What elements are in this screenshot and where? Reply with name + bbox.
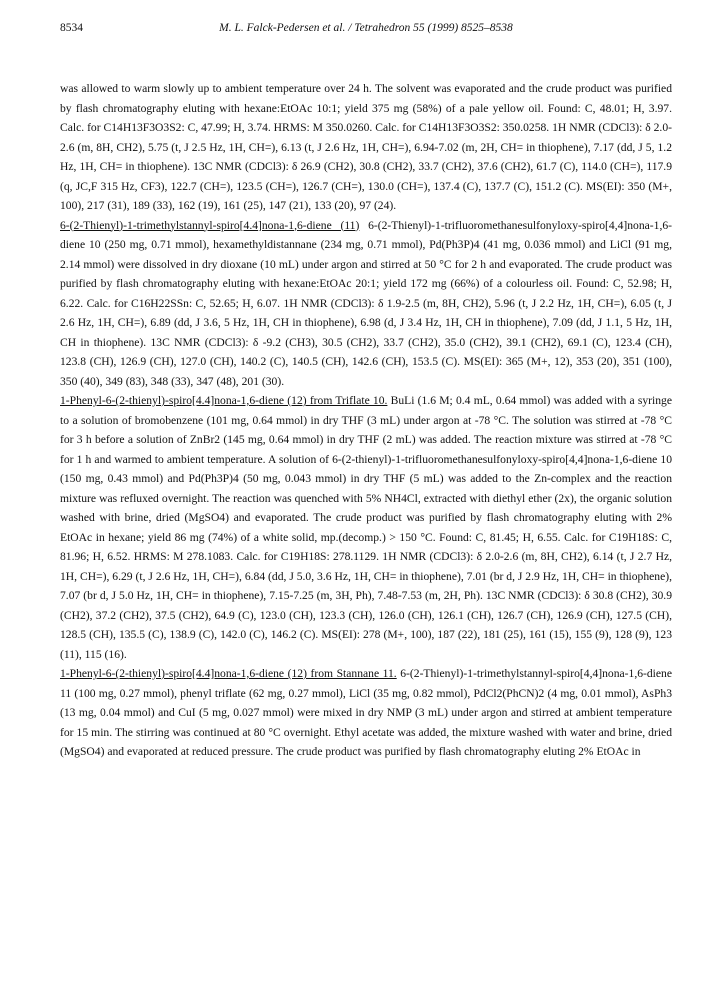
paragraph-text: 6-(2-Thienyl)-1-trifluoromethanesulfonyloxy-spiro[4,4]nona-1,6-diene 10 (250 mg, 0.71 mmol), hexamethyldistannane (234 mg, 0.71 mmol), Pd(Ph3P)4 (41 mg, 0.036 mmol) and LiCl (91 mg, 2.14 mmol) were dissolved in dry dioxane (10 mL) under argon and stirred at 50 °C for 2 h and evaporated. The crude product was purified by flash chromatography eluting with hexane:EtOAc 20:1; yield 172 mg (66%) of a colourless oil. Found: C, 52.98; H, 6.22. Calc. for C16H22SSn: C, 52.65; H, 6.07. 1H NMR (CDCl3): δ 1.9-2.5 (m, 8H, CH2), 5.96 (t, J 2.2 Hz, 1H, CH=), 6.05 (t, J 2.6 Hz, 1H, CH=), 6.89 (dd, J 3.6, 5 Hz, 1H, CH in thiophene), 6.98 (d, J 3.4 Hz, 1H, CH in thiophene), 7.09 (dd, J 1.1, 5 Hz, 1H, CH in thiophene). 13C NMR (CDCl3): δ -9.2 (CH3), 30.5 (CH2), 33.7 (CH2), 35.0 (CH2), 39.1 (CH2), 69.1 (C), 123.4 (CH), 123.8 (CH), 126.9 (CH), 127.0 (CH), 140.2 (C), 140.5 (CH), 142.6 (CH), 153.5 (C). MS(EI): 365 (M+, 12), 353 (20), 351 (100), 350 (40), 349 (83), 348 (33), 347 (48), 201 (30). bbox=[60, 218, 672, 388]
paragraph-heading: 1-Phenyl-6-(2-thienyl)-spiro[4.4]nona-1,6-diene (12) from Triflate 10. bbox=[60, 394, 388, 407]
running-head: M. L. Falck-Pedersen et al. / Tetrahedron 55 (1999) 8525–8538 bbox=[219, 22, 513, 34]
body-text bbox=[60, 79, 672, 762]
paragraph-heading: 1-Phenyl-6-(2-thienyl)-spiro[4.4]nona-1,6-diene (12) from Stannane 11. bbox=[60, 667, 397, 680]
paragraph-triflate-workup bbox=[60, 79, 672, 216]
paragraph-compound-12-from-stannane bbox=[60, 664, 672, 762]
paragraph-compound-12-from-triflate bbox=[60, 391, 672, 664]
paragraph-text: 6-(2-Thienyl)-1-trimethylstannyl-spiro[4,4]nona-1,6-diene 11 (100 mg, 0.27 mmol), phenyl triflate (62 mg, 0.27 mmol), LiCl (35 mg, 0.82 mmol), PdCl2(PhCN)2 (4 mg, 0.01 mmol), AsPh3 (13 mg, 0.04 mmol) and CuI (5 mg, 0.027 mmol) were mixed in dry NMP (3 mL) under argon and stirred at ambient temperature for 15 min. The stirring was continued at 80 °C overnight. Ethyl acetate was added, the mixture washed with water and brine, dried (MgSO4) and evaporated at reduced pressure. The crude product was purified by flash chromatography eluting 2% EtOAc in bbox=[60, 667, 672, 758]
page-header bbox=[60, 22, 672, 38]
paragraph-text: was allowed to warm slowly up to ambient temperature over 24 h. The solvent was evaporated and the crude product was purified by flash chromatography eluting with hexane:EtOAc 10:1; yield 375 mg (58%) of a pale yellow oil. Found: C, 48.01; H, 3.97. Calc. for C14H13F3O3S2: C, 47.99; H, 3.74. HRMS: M 350.0260. Calc. for C14H13F3O3S2: 350.0258. 1H NMR (CDCl3): δ 2.0-2.6 (m, 8H, CH2), 5.75 (t, J 2.5 Hz, 1H, CH=), 6.13 (t, J 2.6 Hz, 1H, CH=), 6.94-7.02 (m, 2H, CH= in thiophene), 7.17 (dd, J 5, 1.2 Hz, 1H, CH= in thiophene). 13C NMR (CDCl3): δ 26.9 (CH2), 30.8 (CH2), 33.7 (CH2), 37.6 (CH2), 61.7 (C), 114.0 (CH=), 117.9 (q, JC,F 315 Hz, CF3), 122.7 (CH=), 123.5 (CH=), 126.7 (CH=), 130.0 (CH=), 137.4 (C), 137.7 (C), 151.2 (C). MS(EI): 350 (M+, 100), 217 (31), 189 (33), 162 (19), 161 (25), 147 (21), 133 (20), 97 (24). bbox=[60, 82, 672, 212]
paragraph-heading: 6-(2-Thienyl)-1-trimethylstannyl-spiro[4.4]nona-1,6-diene (11) bbox=[60, 218, 360, 232]
page-number: 8534 bbox=[60, 22, 83, 34]
paragraph-stannane-11 bbox=[60, 216, 672, 392]
paragraph-text: BuLi (1.6 M; 0.4 mL, 0.64 mmol) was added with a syringe to a solution of bromobenzene (101 mg, 0.64 mmol) in dry THF (3 mL) under argon at -78 °C. The solution was stirred at -78 °C for 3 h before a solution of ZnBr2 (145 mg, 0.64 mmol) in dry THF (2 mL) was added. The reaction mixture was stirred at -78 °C for 1 h and warmed to ambient temperature. A solution of 6-(2-thienyl)-1-trifluoromethanesulfonyloxy-spiro[4,4]nona-1,6-diene 10 (150 mg, 0.43 mmol) and Pd(Ph3P)4 (50 mg, 0.043 mmol) in dry THF (5 mL) was added to the Zn-complex and the reaction mixture was refluxed overnight. The reaction was quenched with 5% NH4Cl, extracted with diethyl ether (2x), the organic solution washed with brine, dried (MgSO4) and evaporated. The crude product was purified by flash chromatography eluting with 2% EtOAc in hexane; yield 86 mg (74%) of a white solid, mp.(decomp.) > 150 °C. Found: C, 81.45; H, 6.55. Calc. for C19H18S: C, 81.96; H, 6.52. HRMS: M 278.1083. Calc. for C19H18S: 278.1129. 1H NMR (CDCl3): δ 2.0-2.6 (m, 8H, CH2), 6.14 (t, J 2.7 Hz, 1H, CH=), 6.29 (t, J 2.6 Hz, 1H, CH=), 6.84 (dd, J 5.0, 3.6 Hz, 1H, CH= in thiophene), 7.01 (br d, J 2.9 Hz, 1H, CH= in thiophene), 7.07 (br d, J 5.0 Hz, 1H, CH= in thiophene), 7.15-7.25 (m, 3H, Ph), 7.48-7.53 (m, 2H, Ph). 13C NMR (CDCl3): δ 30.8 (CH2), 30.9 (CH2), 37.2 (CH2), 37.5 (CH2), 64.9 (C), 123.0 (CH), 123.3 (CH), 126.0 (CH), 126.1 (CH), 126.7 (CH), 126.9 (CH), 127.5 (CH), 128.5 (CH), 135.5 (C), 138.9 (C), 142.0 (C), 146.2 (C). MS(EI): 278 (M+, 100), 187 (22), 181 (25), 161 (15), 155 (9), 128 (9), 123 (11), 115 (16). bbox=[60, 394, 672, 661]
